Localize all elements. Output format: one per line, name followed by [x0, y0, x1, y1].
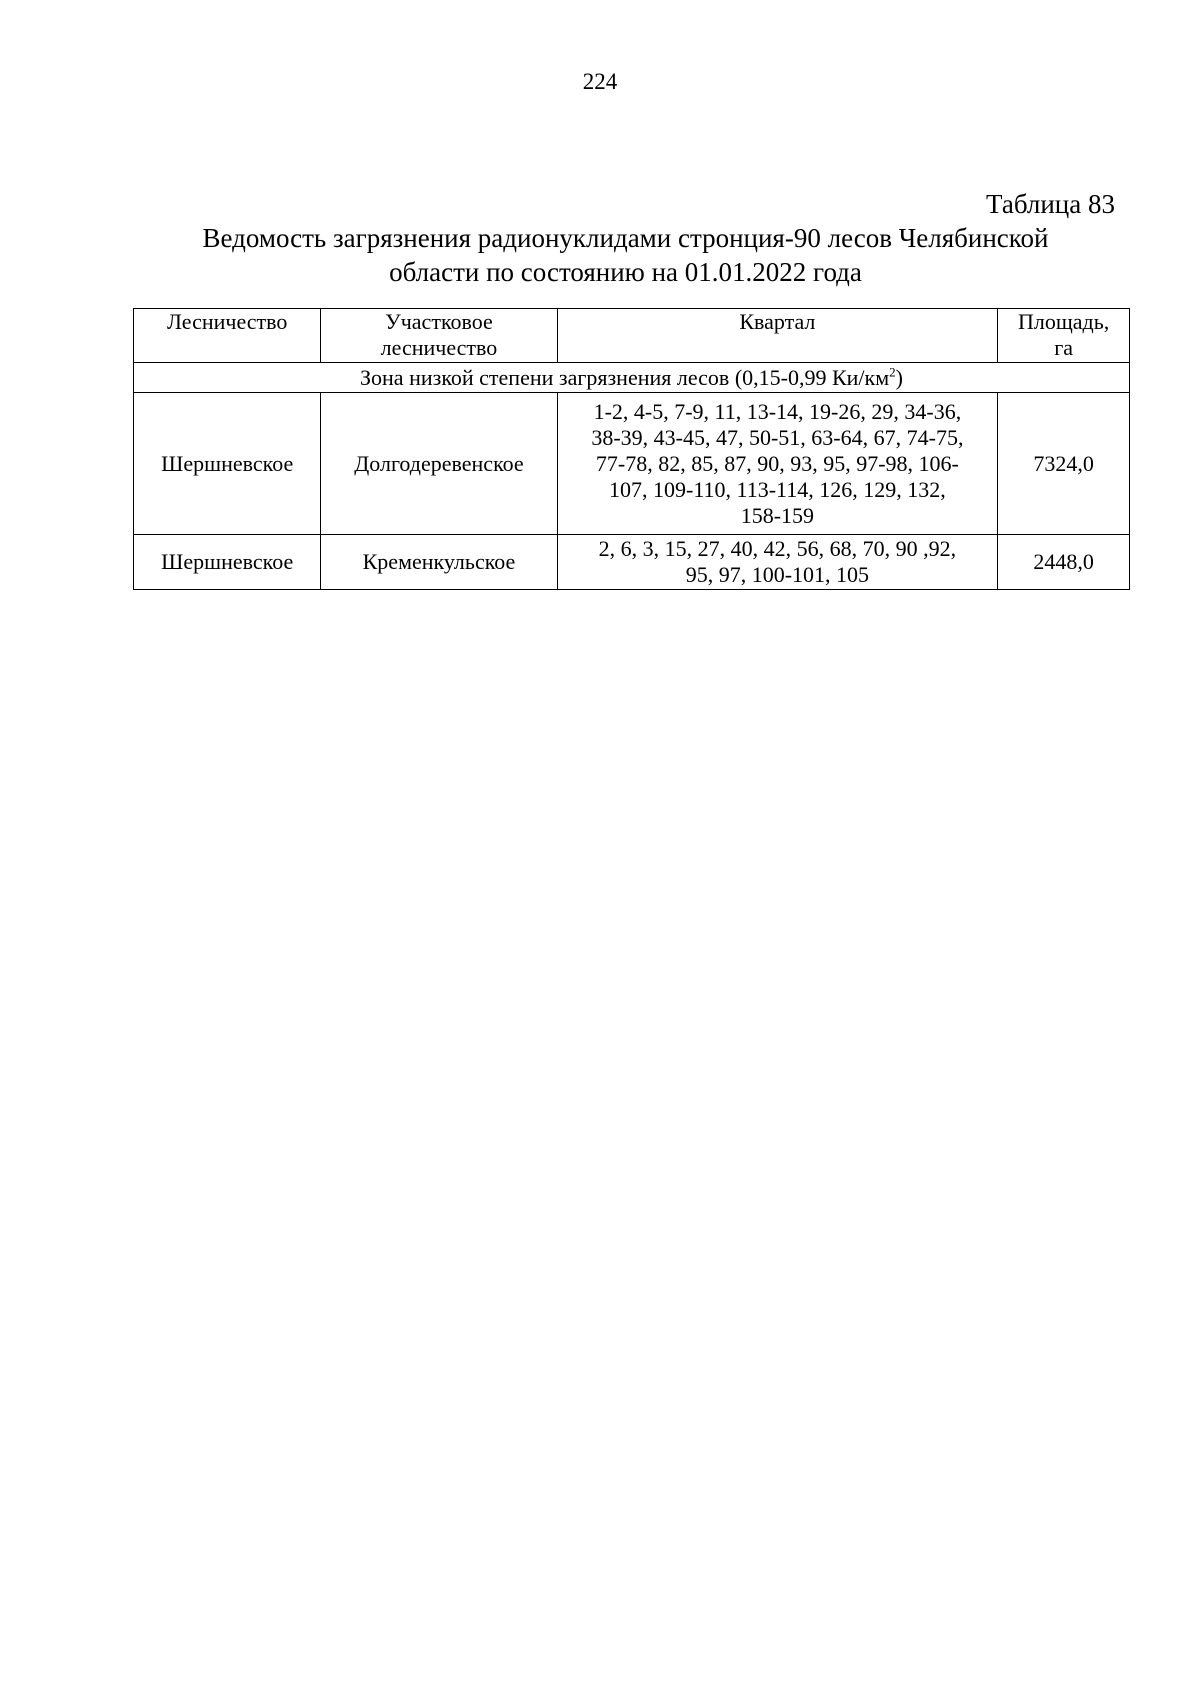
header-area-line-1: Площадь,	[1017, 309, 1110, 334]
cell-district-forestry: Кременкульское	[321, 535, 557, 590]
table-title-line-1: Ведомость загрязнения радионуклидами стронция-90 лесов Челябинской	[202, 223, 1049, 253]
quarter-line: 1-2, 4-5, 7-9, 11, 13-14, 19-26, 29, 34-36,	[593, 398, 962, 424]
table-title	[133, 221, 1118, 289]
quarter-line: 38-39, 43-45, 47, 50-51, 63-64, 67, 74-75,	[591, 424, 964, 450]
quarter-line: 77-78, 82, 85, 87, 90, 93, 95, 97-98, 106-	[595, 450, 959, 476]
header-quarter-label: Квартал	[739, 309, 816, 334]
header-area	[998, 309, 1130, 363]
contamination-table	[133, 308, 1130, 590]
quarter-line: 158-159	[740, 502, 815, 528]
zone-cell	[134, 363, 1130, 393]
page-number: 224	[582, 69, 618, 94]
table-header-row	[134, 309, 1130, 363]
header-forestry	[134, 309, 321, 363]
cell-forestry: Шершневское	[134, 535, 321, 590]
cell-area: 7324,0	[998, 393, 1130, 535]
quarter-line: 2, 6, 3, 15, 27, 40, 42, 56, 68, 70, 90 ,92,	[598, 536, 957, 561]
header-area-line-2: га	[1054, 335, 1074, 360]
table-title-line-2: области по состоянию на 01.01.2022 года	[389, 257, 862, 287]
table-row	[134, 535, 1130, 590]
zone-superscript: 2	[889, 364, 896, 380]
table-label: Таблица 83	[986, 189, 1115, 219]
header-quarter	[557, 309, 998, 363]
zone-label: Зона низкой степени загрязнения лесов (0,15-0,99 Ки/км	[360, 364, 890, 390]
header-district-forestry	[321, 309, 557, 363]
header-district-forestry-line-2: лесничество	[380, 335, 498, 360]
header-district-forestry-line-1: Участковое	[385, 309, 493, 334]
cell-forestry: Шершневское	[134, 393, 321, 535]
cell-area: 2448,0	[998, 535, 1130, 590]
cell-quarter	[557, 535, 998, 590]
cell-district-forestry: Долгодеревенское	[321, 393, 557, 535]
table-row	[134, 393, 1130, 535]
quarter-line: 95, 97, 100-101, 105	[685, 562, 870, 587]
quarter-line: 107, 109-110, 113-114, 126, 129, 132,	[609, 476, 946, 502]
zone-row	[134, 363, 1130, 393]
cell-quarter	[557, 393, 998, 535]
zone-closing: )	[895, 364, 903, 390]
header-forestry-label: Лесничество	[167, 309, 288, 334]
